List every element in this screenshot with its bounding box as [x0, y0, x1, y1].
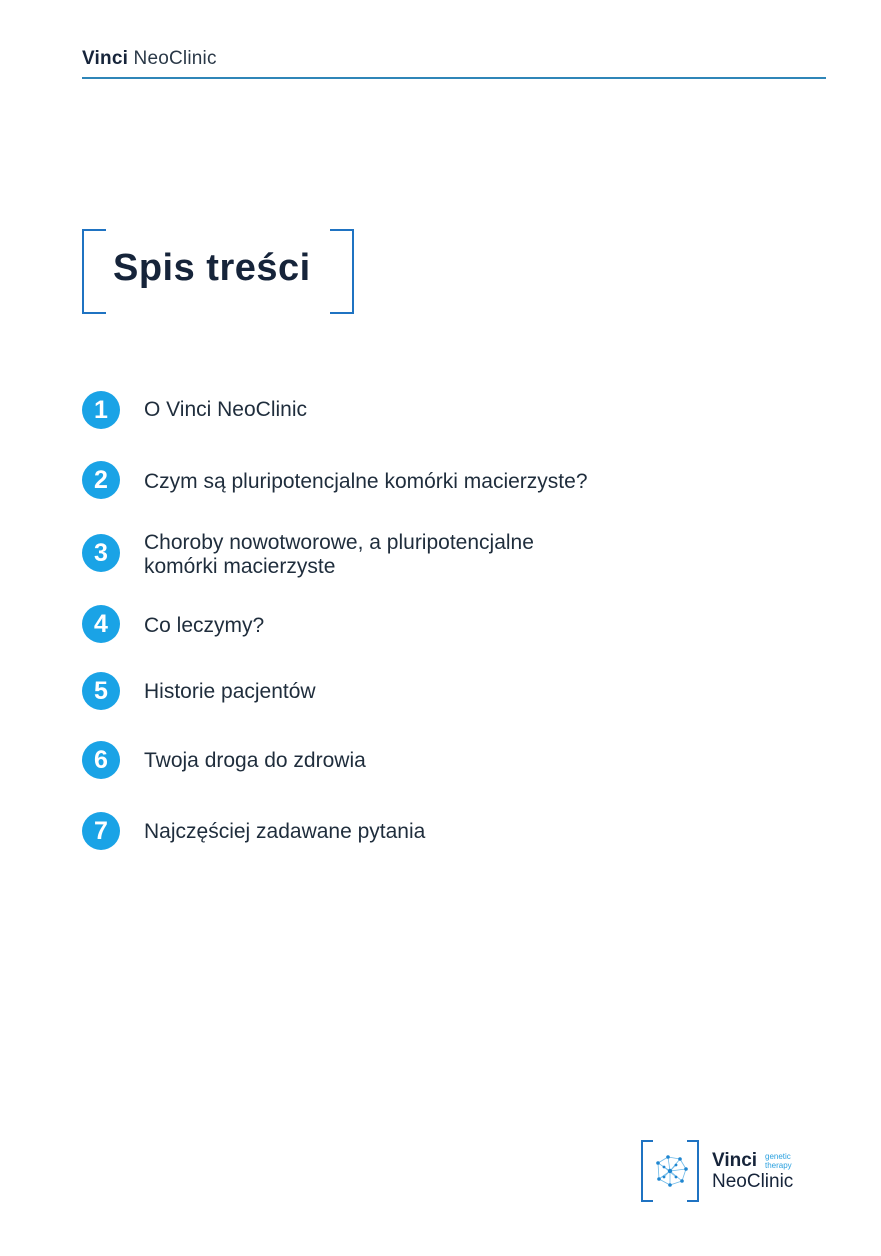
toc-number-badge: 3 — [82, 534, 120, 572]
toc-label: Czym są pluripotencjalne komórki macierzyste? — [144, 470, 588, 493]
footer-logo — [641, 1140, 811, 1202]
logo-wordmark-vinci: Vinci — [712, 1150, 758, 1171]
toc-label: Co leczymy? — [144, 614, 265, 637]
logo-tagline-line-2: therapy — [765, 1161, 792, 1170]
toc-number-badge: 2 — [82, 461, 120, 499]
header-brand-light: NeoClinic — [133, 48, 217, 69]
toc-label: Najczęściej zadawane pytania — [144, 820, 426, 843]
toc-number-badge: 6 — [82, 741, 120, 779]
toc-number-badge: 7 — [82, 812, 120, 850]
toc-item-2[interactable] — [82, 461, 702, 521]
toc-label: O Vinci NeoClinic — [144, 398, 308, 421]
toc-item-7[interactable] — [82, 812, 702, 872]
toc-number-badge: 4 — [82, 605, 120, 643]
toc-item-5[interactable] — [82, 672, 702, 732]
network-brain-icon — [650, 1149, 694, 1193]
page-title: Spis treści — [113, 247, 311, 289]
toc-label: Historie pacjentów — [144, 680, 316, 703]
header-brand-bold: Vinci — [82, 48, 129, 69]
toc-item-3[interactable] — [82, 533, 702, 593]
toc-label: Twoja droga do zdrowia — [144, 749, 366, 772]
toc-item-6[interactable] — [82, 741, 702, 801]
toc-item-1[interactable] — [82, 391, 702, 451]
toc-number-badge: 1 — [82, 391, 120, 429]
toc-number-badge: 5 — [82, 672, 120, 710]
toc-item-4[interactable] — [82, 605, 702, 665]
logo-tagline-line-1: genetic — [765, 1152, 791, 1161]
toc-label: Choroby nowotworowe, a pluripotencjalne komórki macierzyste — [144, 531, 534, 578]
logo-tagline — [765, 1152, 792, 1170]
logo-wordmark-neoclinic: NeoClinic — [712, 1171, 794, 1192]
